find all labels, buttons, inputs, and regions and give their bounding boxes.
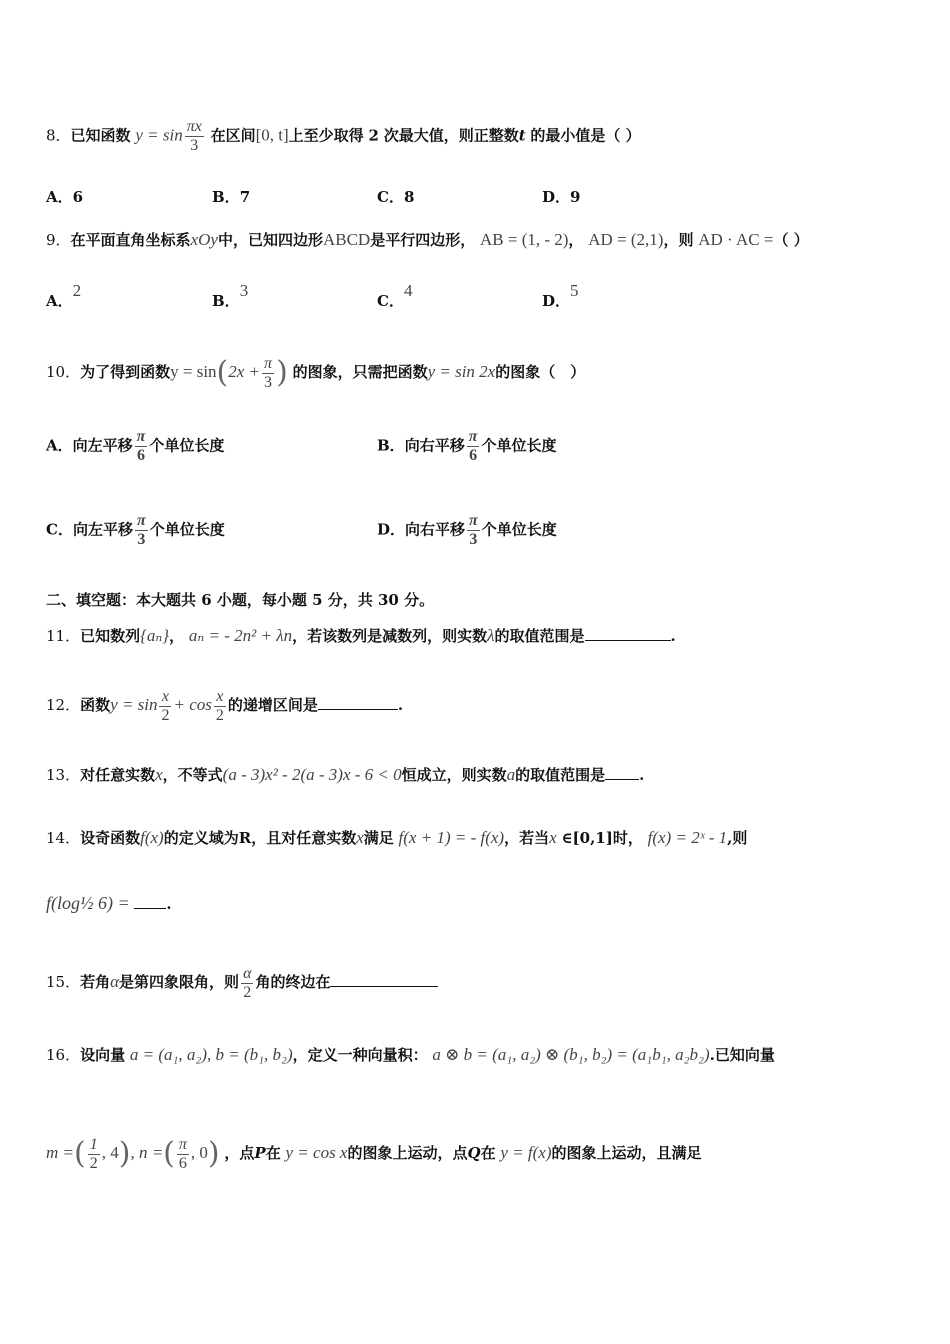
question-text: 的递增区间是 [227, 696, 318, 714]
question-12 [46, 685, 403, 725]
fraction-denominator: 6 [469, 447, 478, 464]
question-number: 8． [46, 126, 71, 145]
math-var: x [155, 765, 163, 784]
fraction-denominator: 3 [264, 373, 273, 391]
question-text: R [238, 829, 252, 847]
math-fraction [241, 965, 253, 1002]
fraction-denominator: 6 [137, 447, 146, 464]
option-value: 8 [403, 188, 415, 206]
paren-close: ) [118, 1136, 131, 1171]
math-fraction [135, 428, 148, 465]
question-10 [46, 350, 585, 395]
question-text: 的图象上运动，点 [347, 1144, 468, 1162]
math-expr: , n = [130, 1143, 164, 1162]
question-text: 在 [480, 1144, 496, 1162]
question-text: 的定义域为 [163, 829, 239, 847]
question-text: ，定义一种向量积： [292, 1046, 428, 1064]
math-fraction [88, 1136, 100, 1173]
fraction-denominator: 3 [190, 137, 199, 154]
question-text: （ ） [773, 231, 809, 249]
fraction-numerator: π [264, 354, 273, 372]
question-text: ， [568, 231, 584, 249]
paren-open: ( [74, 1136, 86, 1171]
option-c [377, 186, 414, 207]
question-text: 设奇函数 [80, 829, 141, 847]
question-text: 已知函数 [70, 126, 131, 145]
question-text: ，若当 [504, 829, 550, 847]
question-number: 9． [46, 231, 71, 249]
option-value: 9 [570, 188, 581, 206]
math-expr: aₙ = - 2n² + λn [188, 626, 293, 645]
fraction-denominator: 3 [469, 531, 478, 548]
question-text: 已知数列 [80, 627, 141, 645]
option-b [212, 281, 249, 311]
option-label: A． [46, 436, 73, 455]
question-text: 的取值范围是 [494, 627, 585, 645]
math-var: a [506, 765, 516, 784]
question-text: 满足 [363, 829, 394, 847]
math-expr: [0, t] [255, 125, 289, 145]
answer-blank[interactable] [330, 972, 438, 987]
option-b [377, 428, 556, 465]
math-fraction [467, 428, 480, 465]
question-text: 若角 [80, 973, 111, 991]
math-expr: f(x) [140, 828, 164, 847]
math-expr: AD = (2,1) [588, 230, 664, 249]
question-8 [46, 118, 641, 155]
question-text: ∈[0,1]时， [561, 829, 643, 847]
question-9 [46, 230, 809, 250]
option-text: 向右平移 [404, 436, 465, 455]
question-16-continued [46, 1130, 702, 1177]
math-var: λ [487, 626, 495, 645]
option-label: B． [377, 436, 405, 455]
math-expr: y = cos x [285, 1143, 348, 1162]
option-c [46, 512, 225, 549]
option-value: 4 [403, 281, 413, 300]
math-expr: a = (a₁, a₂), b = (b₁, b₂) [129, 1045, 293, 1064]
question-text: 在区间 [210, 126, 256, 145]
option-label: D． [542, 188, 571, 206]
option-label: D． [542, 292, 571, 310]
question-text: 在 [265, 1144, 281, 1162]
question-text: ,则 [727, 829, 748, 847]
question-13 [46, 765, 644, 785]
fraction-numerator: π [178, 1135, 187, 1153]
math-expr: 2x + [228, 362, 261, 381]
punctuation: . [397, 696, 404, 714]
question-text: ，不等式 [162, 766, 223, 784]
question-text: ，则 [663, 231, 694, 249]
math-fraction [177, 1136, 189, 1173]
fraction-numerator: π [136, 428, 146, 445]
answer-blank[interactable] [318, 695, 398, 710]
option-text: 个单位长度 [149, 436, 225, 455]
punctuation: . [639, 766, 645, 784]
option-label: D． [377, 520, 406, 539]
math-var: P [254, 1144, 266, 1162]
answer-blank[interactable] [605, 765, 639, 780]
question-text: ，点 [224, 1144, 255, 1162]
math-var: x [356, 828, 364, 847]
math-var: α [110, 972, 120, 991]
math-expr: y = sin [110, 695, 158, 714]
punctuation: . [166, 895, 172, 913]
math-expr: f(x + 1) = - f(x) [398, 828, 505, 847]
option-d [542, 281, 579, 311]
fraction-denominator: 2 [215, 706, 224, 724]
question-15 [46, 958, 438, 1006]
option-c [377, 281, 413, 311]
option-label: A． [46, 188, 73, 206]
option-label: C． [377, 292, 404, 310]
option-a [46, 281, 82, 311]
option-text: 向左平移 [72, 436, 133, 455]
punctuation: . [670, 627, 676, 645]
question-text: 的图象上运动，且满足 [551, 1144, 702, 1162]
answer-blank[interactable] [585, 626, 671, 641]
math-fraction [467, 512, 480, 549]
fraction-numerator: 1 [89, 1135, 98, 1153]
option-value: 5 [570, 281, 579, 300]
option-value: 6 [72, 188, 84, 206]
option-label: A． [46, 292, 73, 310]
question-text: ，且对任意实数 [251, 829, 357, 847]
math-expr: a ⊗ b = (a₁, a₂) ⊗ (b₁, b₂) = (a₁b₁, a₂b₂) [432, 1045, 710, 1064]
option-d [542, 186, 580, 207]
fraction-denominator: 6 [178, 1154, 187, 1172]
question-text: ，若该数列是减数列，则实数 [292, 627, 488, 645]
fraction-denominator: 2 [243, 983, 252, 1001]
option-label: C． [377, 188, 404, 206]
math-expr: y = f(x) [500, 1143, 552, 1162]
question-16 [46, 1045, 775, 1065]
question-text: 2 [368, 126, 379, 145]
math-expr: y = sin [170, 362, 217, 381]
question-text: 的图象，只需把函数 [292, 363, 428, 381]
question-text: 的图象（ ） [495, 363, 586, 381]
paren-open: ( [216, 355, 229, 390]
question-number: 16． [46, 1046, 81, 1064]
option-text: 向左平移 [72, 520, 133, 539]
math-expr: f(log½ 6) = [46, 893, 130, 913]
math-expr: y = sin [135, 125, 183, 145]
question-text: 函数 [80, 696, 111, 714]
option-text: 个单位长度 [149, 520, 225, 539]
fraction-numerator: π [468, 428, 478, 445]
math-expr: {aₙ} [140, 626, 170, 645]
question-text: 为了得到函数 [80, 363, 171, 381]
option-label: B． [212, 188, 240, 206]
option-label: B． [212, 292, 240, 310]
section-heading: 二、填空题：本大题共 6 小题，每小题 5 分，共 30 分。 [46, 591, 435, 609]
option-value: 2 [72, 281, 82, 300]
option-text: 向右平移 [405, 520, 466, 539]
option-a [46, 186, 83, 207]
fraction-numerator: πx [186, 118, 202, 135]
question-text: 角的终边在 [255, 973, 331, 991]
answer-blank[interactable] [134, 894, 166, 909]
fraction-numerator: x [159, 688, 171, 707]
question-text: 是第四象限角，则 [119, 973, 240, 991]
math-expr: + cos [173, 695, 212, 714]
option-a [46, 428, 224, 465]
question-text: 对任意实数 [80, 766, 156, 784]
option-d [377, 512, 557, 549]
math-expr: , 0 [190, 1143, 208, 1162]
question-11 [46, 626, 676, 646]
math-fraction [185, 118, 204, 155]
question-number: 14． [46, 829, 81, 847]
option-text: 个单位长度 [481, 436, 557, 455]
math-var: t [518, 126, 526, 145]
question-number: 10． [46, 363, 81, 381]
fraction-numerator: π [469, 512, 478, 529]
math-expr: ABCD [322, 230, 371, 249]
math-expr: AD · AC = [698, 230, 774, 249]
math-var: Q [467, 1144, 481, 1162]
fraction-numerator: α [243, 964, 252, 982]
question-text: 在平面直角坐标系 [70, 231, 191, 249]
question-text: 中，已知四边形 [217, 231, 323, 249]
math-expr: (a - 3)x² - 2(a - 3)x - 6 < 0 [222, 765, 402, 784]
math-expr: y = sin 2x [427, 362, 496, 381]
fraction-denominator: 2 [161, 706, 170, 724]
math-fraction [159, 688, 171, 725]
option-label: C． [46, 520, 73, 539]
fraction-denominator: 3 [137, 531, 146, 548]
option-text: 个单位长度 [481, 520, 557, 539]
paren-close: ) [276, 355, 288, 390]
question-text: 是平行四边形， [370, 231, 476, 249]
option-value: 7 [239, 188, 251, 206]
option-b [212, 186, 250, 207]
paren-close: ) [207, 1136, 220, 1171]
question-number: 11． [46, 627, 81, 645]
math-expr: f(x) = 2ˣ - 1 [647, 828, 728, 847]
math-expr: AB = (1, - 2) [479, 230, 569, 249]
paren-open: ( [163, 1136, 175, 1171]
question-text: 次最大值，则正整数 [383, 126, 519, 145]
option-value: 3 [239, 281, 249, 300]
math-var: x [549, 828, 557, 847]
question-text: 设向量 [80, 1046, 126, 1064]
question-number: 12． [46, 696, 81, 714]
question-text: 的取值范围是 [515, 766, 606, 784]
fraction-numerator: x [214, 688, 226, 707]
question-number: 15． [46, 973, 81, 991]
question-text: 上至少取得 [288, 126, 364, 145]
math-expr: xOy [190, 230, 218, 249]
question-text: .已知向量 [709, 1046, 775, 1064]
fraction-denominator: 2 [89, 1154, 98, 1172]
question-text: 的最小值是（ ） [530, 126, 641, 145]
question-text: 恒成立，则实数 [401, 766, 507, 784]
question-14 [46, 828, 747, 848]
math-fraction [135, 512, 148, 549]
question-14-continued [46, 893, 172, 914]
math-fraction [214, 688, 226, 725]
math-expr: m = [46, 1143, 74, 1162]
math-fraction [262, 355, 274, 392]
question-number: 13． [46, 766, 81, 784]
fraction-numerator: π [136, 512, 146, 529]
math-expr: , 4 [101, 1143, 119, 1162]
question-text: ， [169, 627, 185, 645]
